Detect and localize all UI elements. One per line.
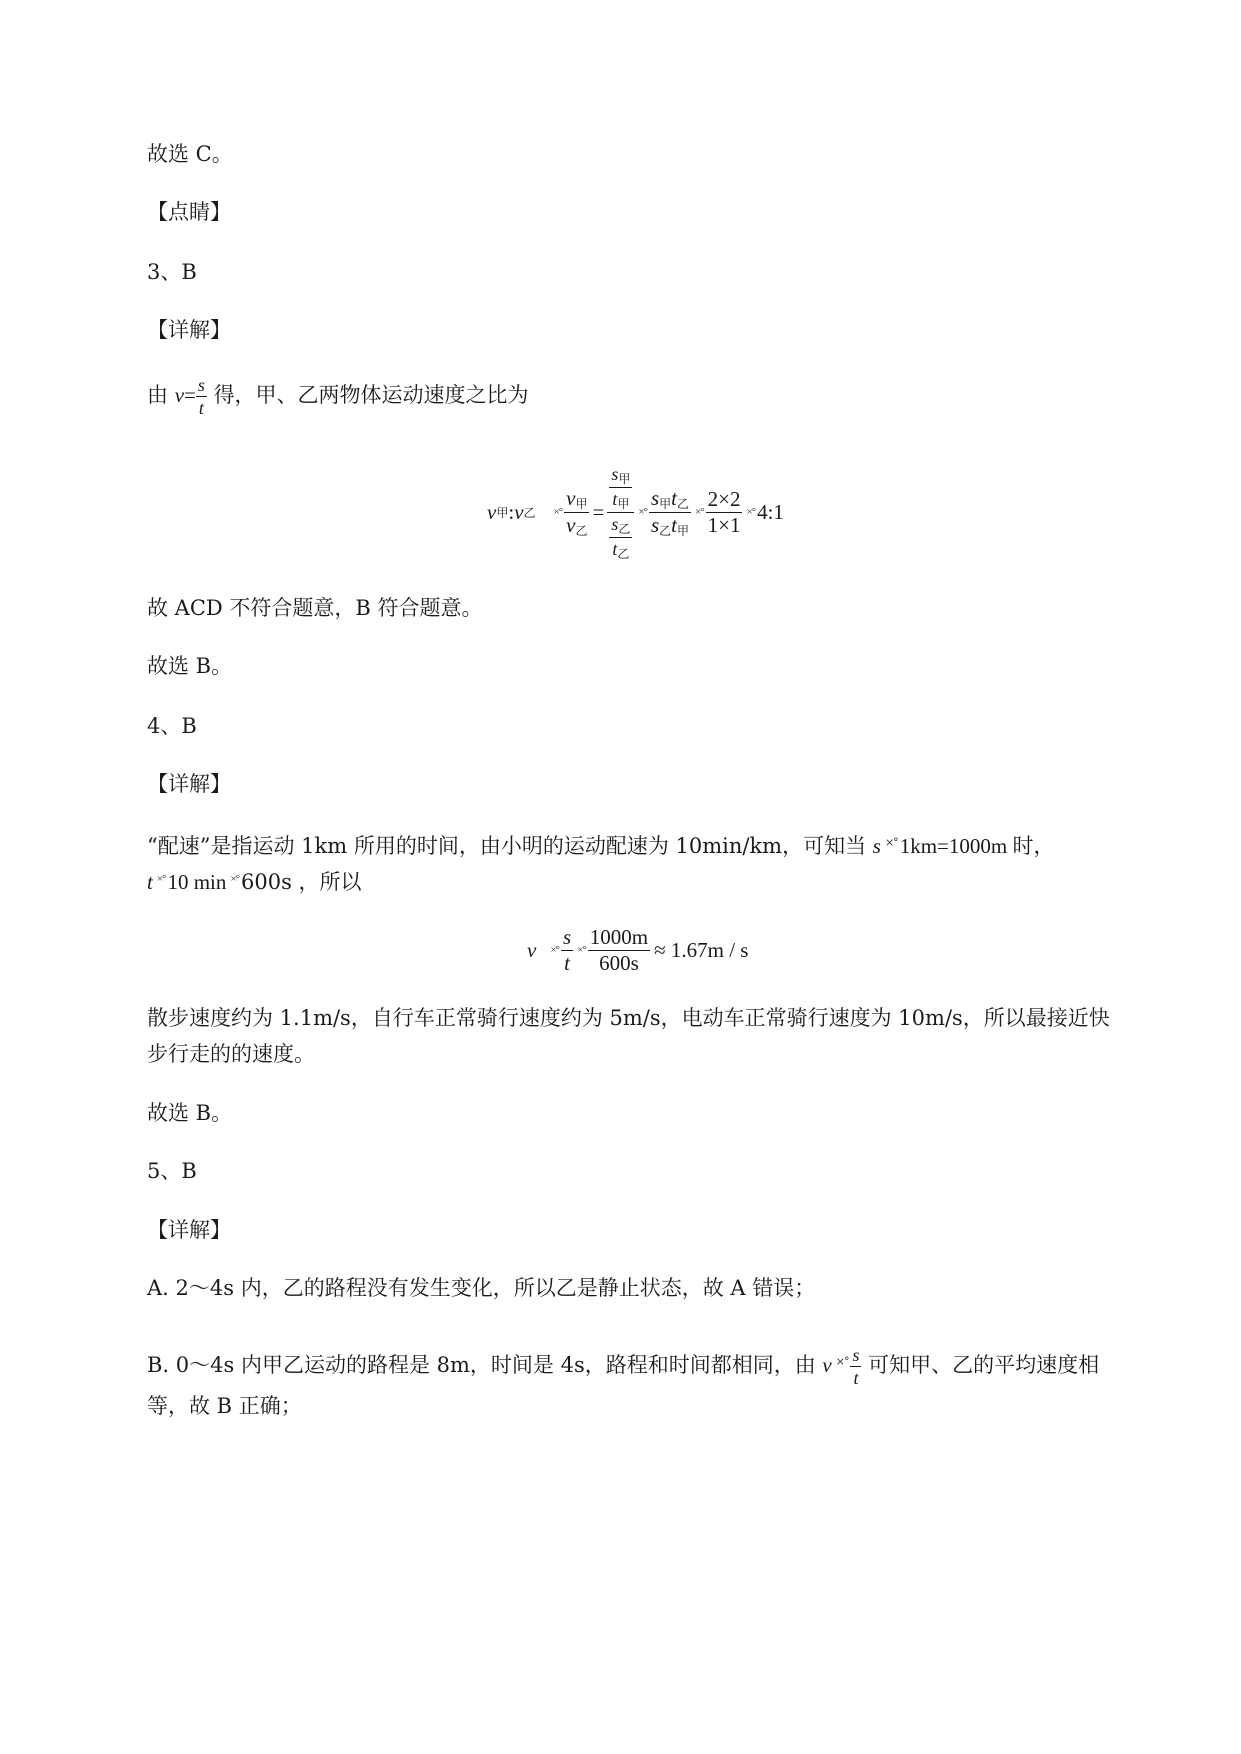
frac-1000-600: $\frac{1000m}{600s}$	[589, 924, 649, 975]
eq-v: v	[527, 937, 537, 962]
pace-definition-line	[147, 829, 1054, 860]
mark-1: ×°	[553, 506, 563, 518]
pace-text-b: 1km=1000m 时，	[899, 834, 1055, 858]
time-10min: 10 min	[167, 870, 227, 894]
frac-st-st: $\frac{s_甲t_乙}{s_乙t_甲}$	[650, 485, 690, 538]
colon: :	[508, 499, 515, 524]
heading-xiangjie-3: 【详解】	[147, 318, 231, 342]
mark-9: ×°	[577, 944, 586, 956]
ratio-equation	[487, 462, 784, 562]
pace-text-a: “配速”是指运动 1km 所用的时间，由小明的运动配速为 10min/km，可知当	[147, 834, 867, 858]
option-a-analysis: A. 2～4s 内，乙的路程没有发生变化，所以乙是静止状态，故 A 错误；	[147, 1276, 816, 1300]
answer-5: 5、B	[147, 1159, 197, 1183]
mark-10: ×°	[835, 1355, 849, 1368]
mark-4: ×°	[746, 506, 756, 518]
frac-den: t	[198, 398, 204, 418]
mark-7: ×°	[230, 873, 239, 885]
speed-result: ≈ 1.67m / s	[654, 937, 749, 962]
sub-yi: 乙	[523, 505, 536, 520]
speed-equation	[527, 920, 748, 980]
heading-xiangjie-4: 【详解】	[147, 772, 231, 796]
frac-s-t-inline: $\frac{s}{t}$	[852, 1345, 860, 1388]
text-ratio-intro: 得，甲、乙两物体运动速度之比为	[213, 383, 529, 407]
speed-comparison-1: 散步速度约为 1.1m/s，自行车正常骑行速度约为 5m/s，电动车正常骑行速度为 10m/s，所以最接近快	[147, 1006, 1110, 1030]
v-yi: v	[514, 499, 524, 524]
fraction-s-over-t	[196, 376, 207, 417]
explanation-acd: 故 ACD 不符合题意，B 符合题意。	[147, 596, 483, 620]
frac-num: s	[197, 375, 205, 395]
var-v-2: v	[822, 1353, 832, 1377]
sub-jia: 甲	[496, 505, 509, 520]
answer-3: 3、B	[147, 260, 197, 284]
option-b-analysis	[147, 1346, 1099, 1387]
equals-2: =	[592, 499, 605, 524]
mark-5: ×°	[884, 836, 898, 849]
conclusion-b-2: 故选 B。	[147, 1101, 233, 1125]
ratio-result: 4:1	[757, 499, 784, 524]
frac-numeric: $\frac{2\times 2}{1\times 1}$	[707, 486, 741, 537]
conclusion-b-1: 故选 B。	[147, 654, 233, 678]
option-b-conclusion: 等，故 B 正确；	[147, 1394, 302, 1418]
var-v: v	[174, 383, 185, 407]
conclusion-line-1: 故选 C。	[147, 142, 233, 166]
mark-8: ×°	[550, 944, 559, 956]
option-b-text-b: 可知甲、乙的平均速度相	[868, 1353, 1100, 1377]
v-jia: v	[487, 499, 497, 524]
equals-sign: =	[184, 383, 196, 407]
var-s: s	[872, 834, 881, 858]
speed-comparison-2: 步行走的的速度。	[147, 1042, 315, 1066]
frac-s-t: $\frac{s}{t}$	[562, 924, 572, 975]
time-line	[147, 865, 362, 896]
mark-3: ×°	[695, 506, 704, 518]
time-600s: 600s ，所以	[240, 870, 362, 894]
text-you: 由	[147, 383, 168, 407]
answer-4: 4、B	[147, 714, 197, 738]
speed-formula-line	[147, 376, 529, 417]
option-b-text-a: B. 0～4s 内甲乙运动的路程是 8m，时间是 4s，路程和时间都相同，由	[147, 1353, 816, 1377]
mark-2: ×°	[638, 506, 647, 518]
mark-6: ×°	[156, 873, 166, 885]
complex-fraction: $\frac{\frac{s_甲}{t_甲}}{\frac{s_乙}{t_乙}}$	[607, 465, 634, 560]
frac-vjia-vyi: $\frac{v_甲}{v_乙}$	[566, 485, 588, 538]
heading-xiangjie-5: 【详解】	[147, 1218, 231, 1242]
heading-dianjing: 【点睛】	[147, 200, 231, 224]
var-t: t	[147, 870, 153, 894]
